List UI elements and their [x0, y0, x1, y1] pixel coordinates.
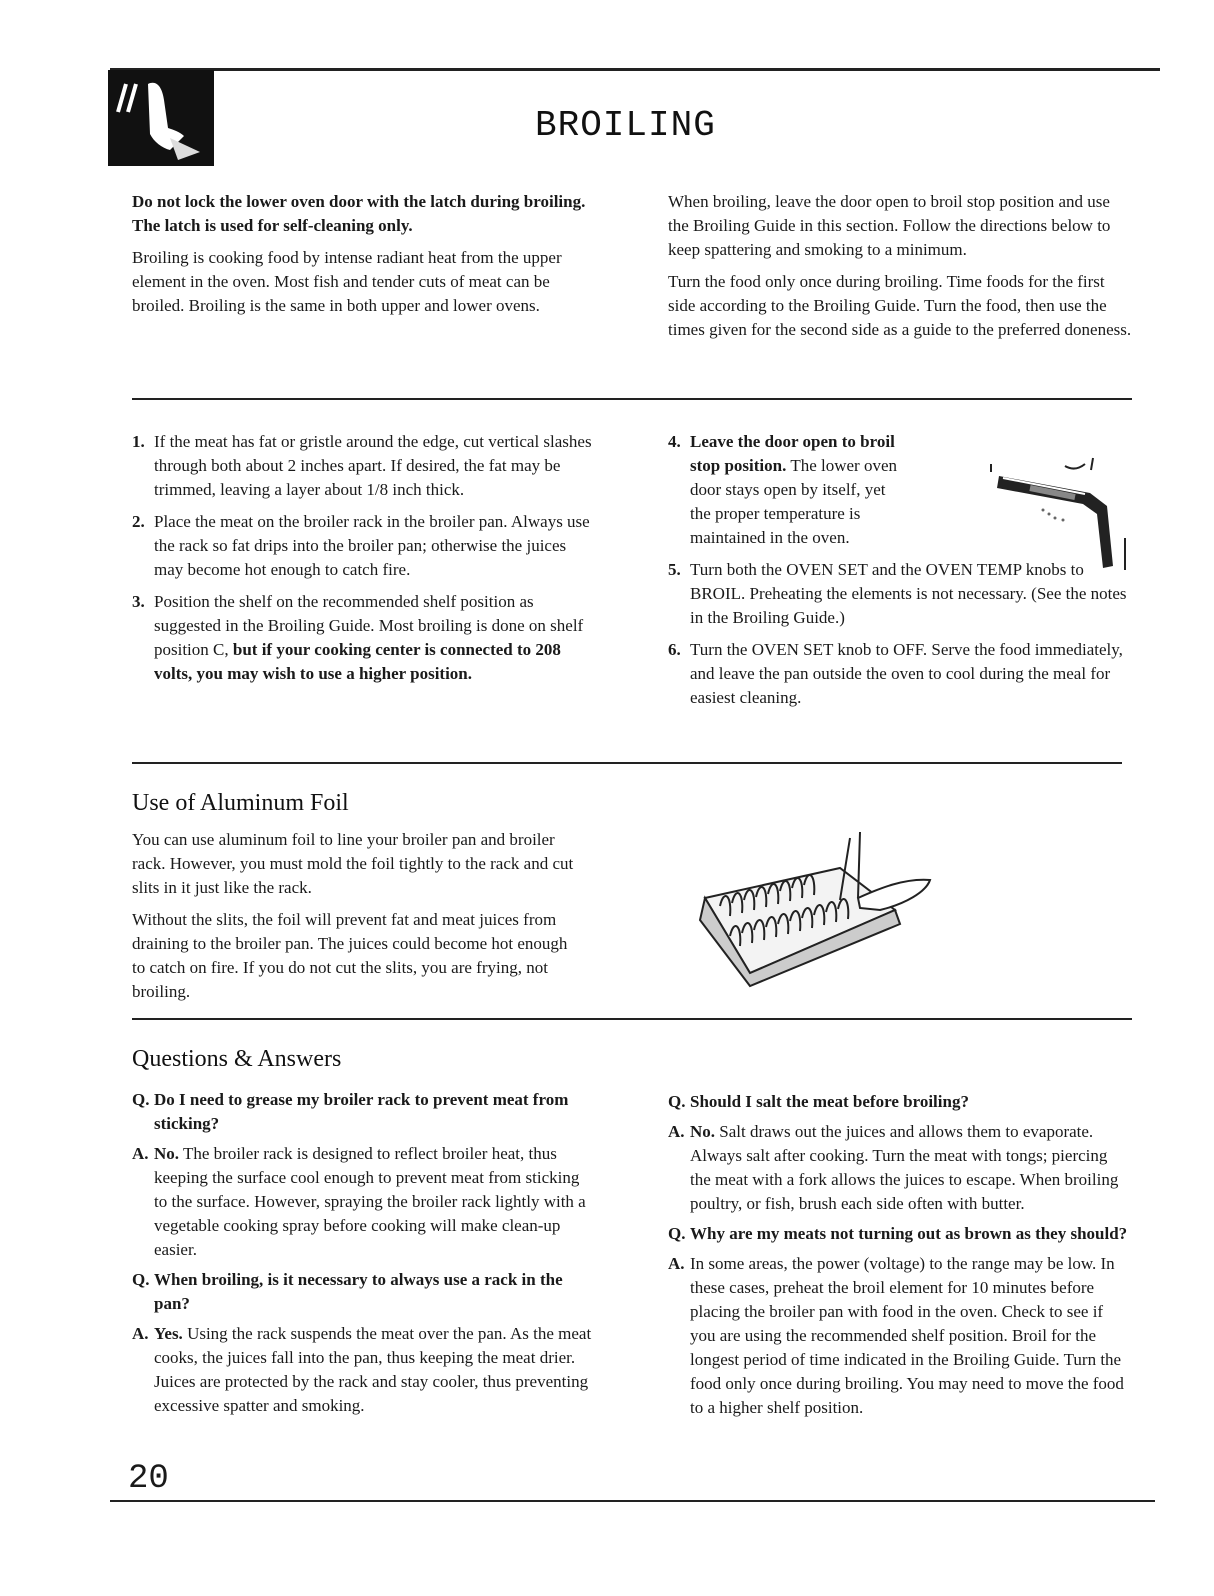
question-text: Why are my meats not turning out as brown as they should? — [690, 1224, 1128, 1243]
turn-once-note: Turn the food only once during broiling. Time foods for the first side according to the Broiling Guide. Turn the food, then use the times given for the second side as a guide to the preferred doneness. — [668, 272, 1132, 339]
step-3 — [132, 590, 597, 686]
step-1 — [132, 430, 597, 502]
page-title: BROILING — [535, 105, 716, 146]
foil-heading: Use of Aluminum Foil — [132, 790, 349, 816]
step-2 — [132, 510, 597, 582]
question-tag: Q. — [668, 1224, 686, 1243]
divider-intro — [132, 398, 1132, 400]
header-top-rule — [110, 68, 1160, 71]
answer-tag: A. — [132, 1324, 149, 1343]
step-3-text: Position the shelf on the recommended shelf position as suggested in the Broiling Guide. Most broiling is done on shelf position C, — [154, 592, 584, 659]
question-tag: Q. — [668, 1092, 686, 1111]
page-number: 20 — [128, 1460, 169, 1498]
question-1 — [132, 1088, 594, 1136]
step-number: 4. — [668, 432, 681, 451]
question-text: When broiling, is it necessary to always use a rack in the pan? — [154, 1270, 563, 1313]
steps-left-column — [132, 430, 597, 694]
question-4 — [668, 1222, 1130, 1246]
step-text — [154, 590, 597, 686]
hand-pressing-button-icon — [108, 70, 214, 166]
step-number: 5. — [668, 560, 681, 579]
answer-text: In some areas, the power (voltage) to the range may be low. In these cases, preheat the broil element for 10 minutes before placing the broiler pan with food in the oven. Check to see if you are using the recommended shelf position. Broil for the longest period of time indicated in the Broiling Guide. Turn the food only once during broiling. You may need to move the food to a higher shelf position. — [690, 1254, 1124, 1417]
question-2 — [132, 1268, 594, 1316]
question-tag: Q. — [132, 1090, 150, 1109]
answer-tag: A. — [132, 1144, 149, 1163]
foil-paragraph-1: You can use aluminum foil to line your broiler pan and broiler rack. However, you must mold the foil tightly to the rack and cut slits in it just like the rack. — [132, 830, 574, 897]
intro-left-column — [132, 190, 602, 318]
divider-steps — [132, 762, 1122, 764]
answer-3 — [668, 1120, 1130, 1216]
step-text: Place the meat on the broiler rack in the broiler pan. Always use the rack so fat drips into the broiler pan; otherwise the juices may become hot enough to catch fire. — [154, 512, 590, 579]
door-open-note: When broiling, leave the door open to broil stop position and use the Broiling Guide in this section. Follow the directions below to keep spattering and smoking to a minimum. — [668, 192, 1111, 259]
answer-body: Using the rack suspends the meat over the pan. As the meat cooks, the juices fall into the pan, thus keeping the meat drier. Juices are protected by the rack and stay cooler, thus preventing excessive spatter and smoking. — [154, 1324, 592, 1415]
question-3 — [668, 1090, 1130, 1114]
answer-tag: A. — [668, 1122, 685, 1141]
answer-text — [154, 1142, 594, 1262]
step-text: Turn the OVEN SET knob to OFF. Serve the food immediately, and leave the pan outside the oven to cool during the meal for easiest cleaning. — [690, 640, 1123, 707]
footer-rule — [110, 1500, 1155, 1502]
answer-text — [690, 1120, 1130, 1216]
foil-paragraph-2: Without the slits, the foil will prevent fat and meat juices from draining to the broiler pan. The juices could become hot enough to catch on fire. If you do not cut the slits, you are frying, not broiling. — [132, 910, 568, 1001]
step-number: 2. — [132, 512, 145, 531]
question-tag: Q. — [132, 1270, 150, 1289]
answer-body: Salt draws out the juices and allows them to evaporate. Always salt after cooking. Turn the meat with tongs; piercing the meat with a fork allows the juices to escape. When broiling poultry, or fish, brush each side often with butter. — [690, 1122, 1119, 1213]
answer-body: The broiler rack is designed to reflect broiler heat, thus keeping the surface cool enough to prevent meat from sticking to the surface. However, spraying the broiler rack lightly with a vegetable cooking spray before cooking will make clean-up easier. — [154, 1144, 586, 1259]
answer-lead: Yes. — [154, 1324, 183, 1343]
question-text: Do I need to grease my broiler rack to prevent meat from sticking? — [154, 1090, 569, 1133]
broiling-definition: Broiling is cooking food by intense radiant heat from the upper element in the oven. Most fish and tender cuts of meat can be broiled. Broiling is the same in both upper and lower ovens. — [132, 248, 562, 315]
qa-left-column — [132, 1088, 594, 1424]
broiler-pan-illustration — [690, 828, 940, 988]
answer-1 — [132, 1142, 594, 1262]
answer-lead: No. — [154, 1144, 180, 1163]
qa-heading: Questions & Answers — [132, 1046, 342, 1072]
intro-right-column — [668, 190, 1133, 342]
answer-tag: A. — [668, 1254, 685, 1273]
step-text: Turn both the OVEN SET and the OVEN TEMP knobs to BROIL. Preheating the elements is not necessary. (See the notes in the Broiling Guide.) — [690, 560, 1127, 627]
divider-foil — [132, 1018, 1132, 1020]
step-3-voltage-note: but if your cooking center is connected to 208 volts, you may wish to use a higher position. — [154, 640, 561, 683]
step-text: If the meat has fat or gristle around the edge, cut vertical slashes through both about 2 inches apart. If desired, the fat may be trimmed, leaving a layer about 1/8 inch thick. — [154, 432, 592, 499]
step-number: 6. — [668, 640, 681, 659]
step-6 — [668, 638, 1138, 710]
step-number: 1. — [132, 432, 145, 451]
foil-text — [132, 828, 582, 1004]
answer-text — [154, 1322, 594, 1418]
answer-2 — [132, 1322, 594, 1418]
oven-door-illustration — [985, 448, 1135, 578]
qa-right-column — [668, 1090, 1130, 1426]
answer-lead: No. — [690, 1122, 716, 1141]
answer-4 — [668, 1252, 1130, 1420]
door-latch-warning: Do not lock the lower oven door with the latch during broiling. The latch is used for self-cleaning only. — [132, 192, 586, 235]
question-text: Should I salt the meat before broiling? — [690, 1092, 969, 1111]
step-4-text: The lower oven door stays open by itself, yet the proper temperature is maintained in the oven. — [690, 456, 898, 547]
step-number: 3. — [132, 592, 145, 611]
step-4-heading: Leave the door open to broil stop position. — [690, 432, 895, 475]
